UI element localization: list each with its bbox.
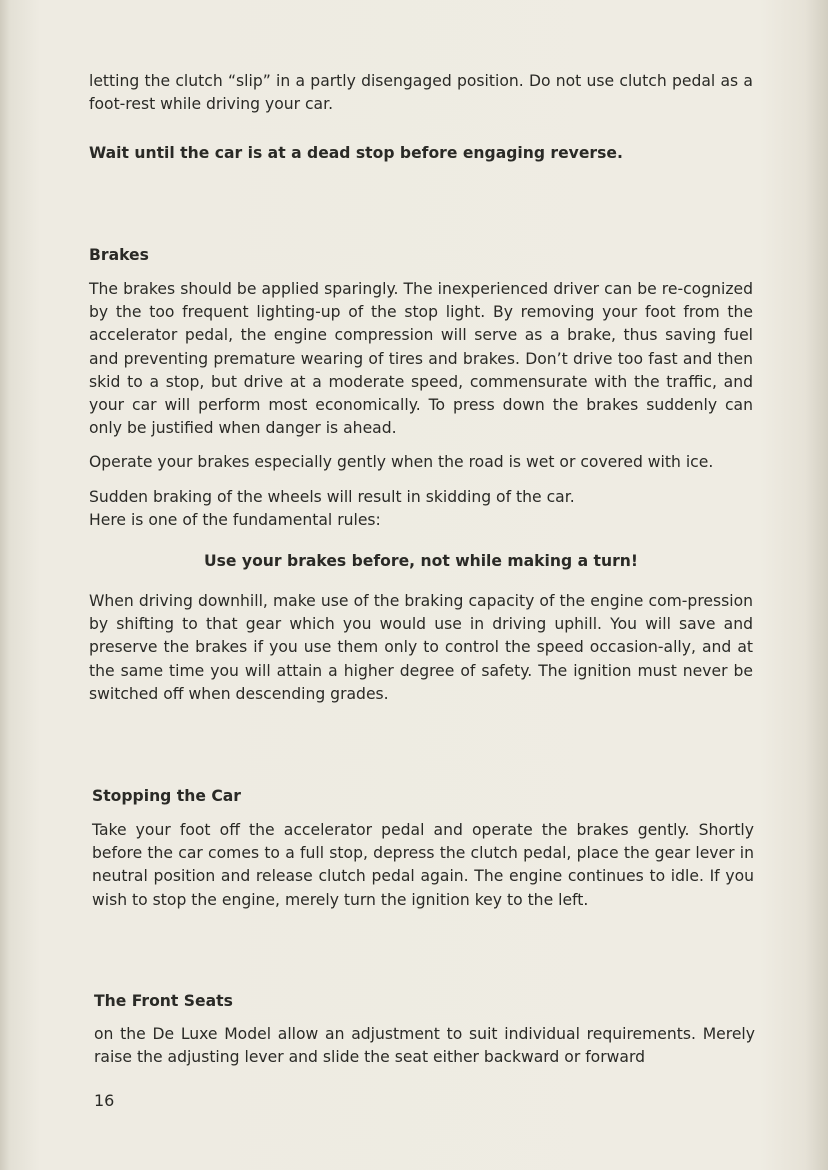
section-heading-front-seats: The Front Seats [94, 992, 233, 1010]
brakes-rule: Use your brakes before, not while making a turn! [203, 552, 638, 570]
stopping-paragraph: Take your foot off the accelerator pedal and operate the brakes gently. Shortly before the car comes to a full stop, depress the clutch pedal, place the gear lever in neutral position and release clutch pedal again. The engine continues to idle. If you wish to stop the engine, merely turn the ignition key to the left. [92, 821, 754, 909]
page-number: 16 [94, 1091, 115, 1110]
brakes-paragraph-2: Operate your brakes especially gently when the road is wet or covered with ice. [89, 453, 714, 471]
reverse-warning: Wait until the car is at a dead stop before engaging reverse. [89, 144, 623, 162]
section-heading-brakes: Brakes [89, 246, 149, 264]
intro-paragraph: letting the clutch “slip” in a partly disengaged position. Do not use clutch pedal as a foot-rest while driving your car. [89, 72, 753, 114]
brakes-paragraph-3-line-2: Here is one of the fundamental rules: [89, 511, 381, 529]
front-seats-paragraph: on the De Luxe Model allow an adjustment to suit individual requirements. Merely raise the adjusting lever and slide the seat either backward or forward [94, 1025, 755, 1067]
section-heading-stopping: Stopping the Car [92, 787, 241, 805]
brakes-paragraph-3-line-1: Sudden braking of the wheels will result in skidding of the car. [89, 488, 575, 506]
brakes-paragraph-4: When driving downhill, make use of the braking capacity of the engine com-pression by shifting to that gear which you would use in driving uphill. You will save and preserve the brakes if you use them only to control the speed occasion-ally, and at the same time you will attain a higher degree of safety. The ignition must never be switched off when descending grades. [89, 592, 753, 703]
brakes-paragraph-1: The brakes should be applied sparingly. The inexperienced driver can be re-cognized by the too frequent lighting-up of the stop light. By removing your foot from the accelerator pedal, the engine compression will serve as a brake, thus saving fuel and preventing premature wearing of tires and brakes. Don’t drive too fast and then skid to a stop, but drive at a moderate speed, commensurate with the traffic, and your car will perform most economically. To press down the brakes suddenly can only be justified when danger is ahead. [89, 280, 753, 438]
